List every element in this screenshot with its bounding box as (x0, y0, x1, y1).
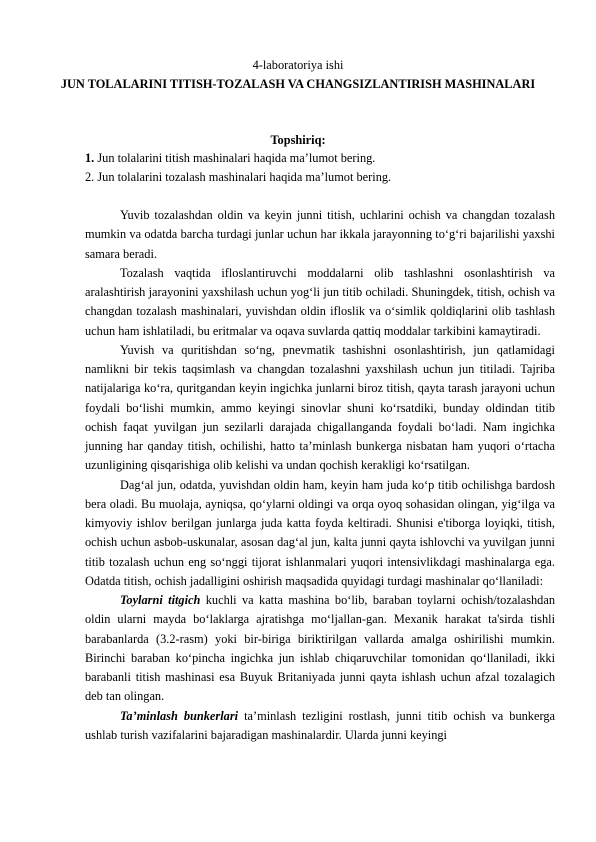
body-text (85, 206, 555, 745)
paragraph-text: Yuvib tozalashdan oldin va keyin junni titish, uchlarini ochish va changdan tozalash mumkin va odatda barcha turdagi junlar uchun har ikkala jarayonning to‘g‘ri bajarilishi yaxshi samara beradi. (85, 208, 555, 261)
document-title: JUN TOLALARINI TITISH-TOZALASH VA CHANGSIZLANTIRISH MASHINALARI (60, 77, 536, 91)
task-item (85, 149, 391, 168)
paragraph (85, 591, 555, 707)
paragraph-text: Tozalash vaqtida ifloslantiruvchi moddalarni olib tashlashni osonlashtirish va aralashtirish jarayonini yaxshilash uchun yog‘li jun titib ochiladi. Shuningdek, titish, ochish va changdan tozalash mashinalari, yuvishdan oldin ifloslik va o‘simlik qoldiqlarini olib tashlash uchun ham ishlatiladi, bu eritmalar va oqava suvlarda qattiq moddalar tarkibini kamaytiradi. (85, 265, 555, 338)
paragraph-term: Ta’minlash bunkerlari (120, 708, 239, 723)
lab-label: 4-laboratoriya ishi (252, 58, 344, 72)
task-text: Jun tolalarini tozalash mashinalari haqida ma’lumot bering. (94, 169, 392, 184)
paragraph-term: Toylarni titgich (120, 593, 201, 607)
paragraph (85, 707, 555, 746)
task-heading: Topshiriq: (270, 133, 326, 147)
paragraph-text: ta’minlash tezligini rostlash, junni titib ochish va bunkerga ushlab turish vazifalarini bajaradigan mashinalardir. Ularda junni keyingi (85, 708, 555, 742)
paragraph (85, 264, 555, 341)
task-list (85, 149, 391, 186)
paragraph (85, 341, 555, 476)
paragraph-text: Yuvish va quritishdan so‘ng, pnevmatik tashishni osonlashtirish, jun qatlamidagi namlikni bir tekis taqsimlash va changdan tozalashni yaxshilash uchun jun titiladi. Tajriba natijalariga ko‘ra, quritgandan keyin ingichka junlarni biroz titish, qayta tarash jarayoni uchun foydali bo‘lishi mumkin, ammo keyingi sinovlar shuni ko‘rsatdiki, bunday oldindan titib ochish faqat yuvilgan jun sezilarli darajada chigallanganda foydali bo‘ladi. Nam ingichka junning har qanday titish, ochilishi, hatto ta’minlash bunkerga nisbatan ham yuqori o‘rtacha uzunligining qisqarishiga olib kelishi va undan qochish kerakligi ko‘rsatilgan. (85, 342, 555, 473)
task-item (85, 168, 391, 187)
paragraph (85, 206, 555, 264)
task-number: 1. (85, 151, 95, 165)
paragraph-text: kuchli va katta mashina bo‘lib, baraban toylarni ochish/tozalashdan oldin ularni mayda bo‘laklarga ajratishga mo‘ljallan-gan. Mexanik harakat ta'sirda tishli barabanlarda (3.2-rasm) yoki bir-biriga biriktirilgan vallarda amalga oshirilishi mumkin. Birinchi baraban ko‘pincha ingichka jun ishlab chiqaruvchilar tomonidan qo‘llaniladi, ikki barabanli titish mashinasi esa Buyuk Britaniyada junni qayta ishlash uchun afzal tozalagich deb tan olingan. (85, 593, 556, 704)
paragraph-text: Dag‘al jun, odatda, yuvishdan oldin ham, keyin ham juda ko‘p titib ochilishga bardosh bera oladi. Bu muolaja, ayniqsa, qo‘ylarni oldingi va orqa oyoq sohasidan olingan, yig‘ilga va kimyoviy ishlov berilgan junlarga juda katta foyda keltiradi. Shunisi e'tiborga loyiqki, titish, ochish uchun asbob-uskunalar, asosan dag‘al jun, kalta junni qayta ishlovchi va yuvilgan junni titib tozalash uchun eng so‘nggi tijorat ishlanmalari yuqori intensivlikdagi mashinalarga ega. Odatda titish, ochish jadalligini oshirish maqsadida quyidagi turdagi mashinalar qo‘llaniladi: (85, 477, 555, 588)
paragraph (85, 476, 555, 592)
task-number: 2. (85, 169, 95, 184)
task-text: Jun tolalarini titish mashinalari haqida ma’lumot bering. (94, 151, 376, 165)
